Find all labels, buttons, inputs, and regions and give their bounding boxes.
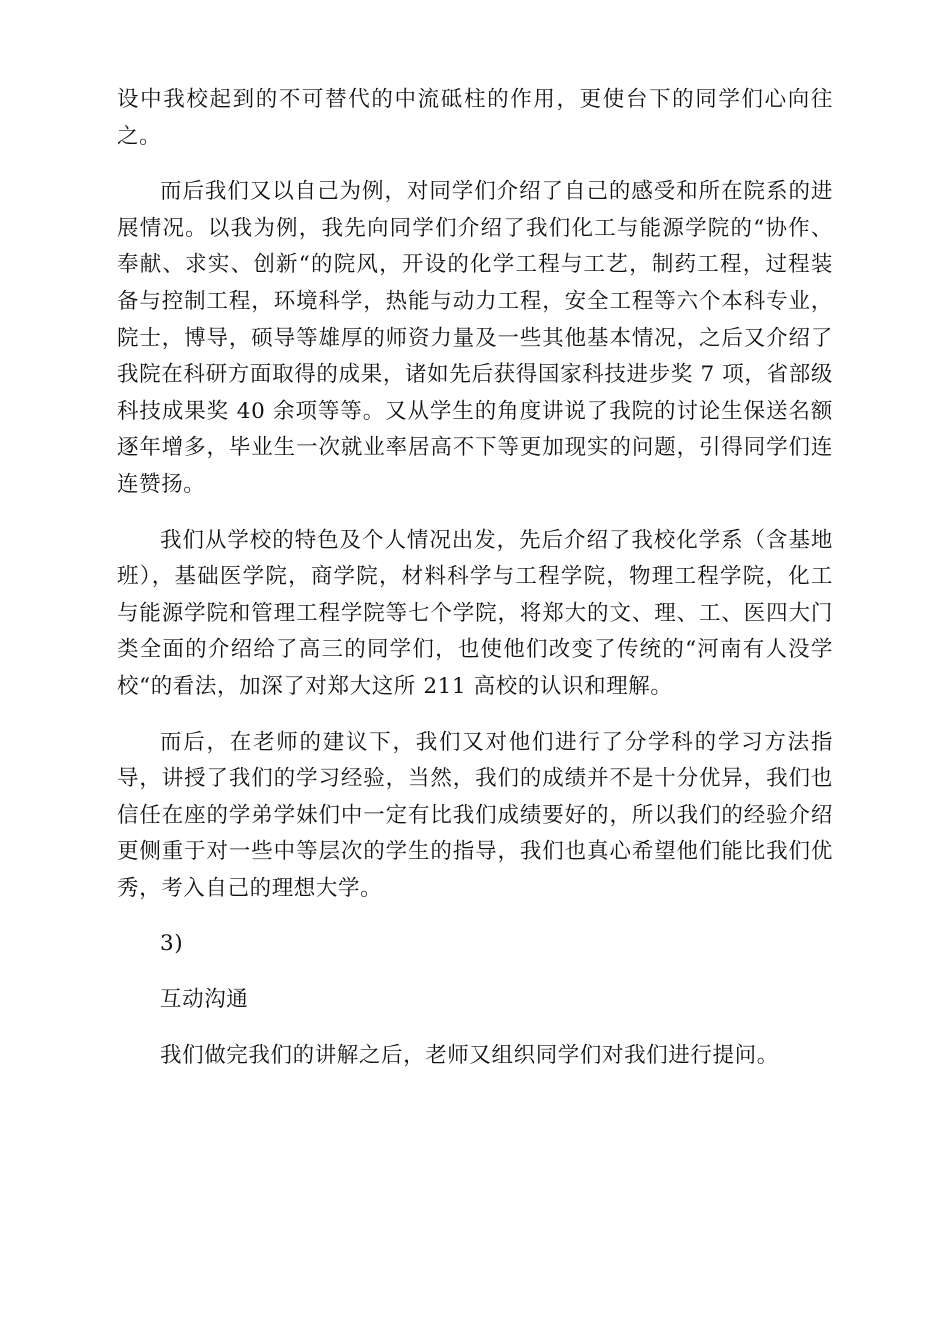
text-line: 之。 [117, 123, 162, 149]
closing-paragraph: 我们做完我们的讲解之后，老师又组织同学们对我们进行提问。 [160, 1042, 779, 1068]
section-title: 互动沟通 [160, 987, 249, 1013]
document-page [117, 82, 833, 1093]
text-line: 类全面的介绍给了高三的同学们，也使他们改变了传统的“河南有人没学 [117, 637, 833, 663]
text-line: 我院在科研方面取得的成果，诸如先后获得国家科技进步奖 7 项，省部级 [117, 362, 833, 388]
text-line: 而后，在老师的建议下，我们又对他们进行了分学科的学习方法指 [160, 729, 833, 755]
section-number: 3) [160, 931, 184, 957]
text-line: 班），基础医学院，商学院，材料科学与工程学院，物理工程学院，化工 [117, 564, 833, 590]
paragraph-4 [117, 725, 833, 908]
text-line: 奉献、求实、创新“的院风，开设的化学工程与工艺，制药工程，过程装 [117, 252, 833, 278]
text-line: 连赞扬。 [117, 471, 206, 497]
text-line: 与能源学院和管理工程学院等七个学院，将郑大的文、理、工、医四大门 [117, 600, 833, 626]
text-line: 我们从学校的特色及个人情况出发，先后介绍了我校化学系（含基地 [160, 527, 833, 553]
text-line: 设中我校起到的不可替代的中流砥柱的作用，更使台下的同学们心向往 [117, 87, 833, 112]
paragraph-1 [117, 82, 833, 155]
text-line: 导，讲授了我们的学习经验，当然，我们的成绩并不是十分优异，我们也 [117, 766, 833, 792]
text-line: 逐年增多，毕业生一次就业率居高不下等更加现实的问题，引得同学们连 [117, 435, 833, 461]
text-line: 校“的看法，加深了对郑大这所 211 高校的认识和理解。 [117, 673, 673, 699]
text-line: 科技成果奖 40 余项等等。又从学生的角度讲说了我院的讨论生保送名额 [117, 398, 833, 424]
paragraph-2 [117, 174, 833, 503]
text-line: 展情况。以我为例，我先向同学们介绍了我们化工与能源学院的“协作、 [117, 215, 833, 241]
text-line: 秀，考入自己的理想大学。 [117, 875, 383, 901]
text-line: 备与控制工程，环境科学，热能与动力工程，安全工程等六个本科专业， [117, 288, 833, 314]
text-line: 院士，博导，硕导等雄厚的师资力量及一些其他基本情况，之后又介绍了 [117, 325, 833, 351]
text-line: 信任在座的学弟学妹们中一定有比我们成绩要好的，所以我们的经验介绍 [117, 802, 833, 828]
text-line: 更侧重于对一些中等层次的学生的指导，我们也真心希望他们能比我们优 [117, 839, 833, 865]
text-line: 而后我们又以自己为例，对同学们介绍了自己的感受和所在院系的进 [160, 179, 833, 205]
paragraph-3 [117, 523, 833, 706]
